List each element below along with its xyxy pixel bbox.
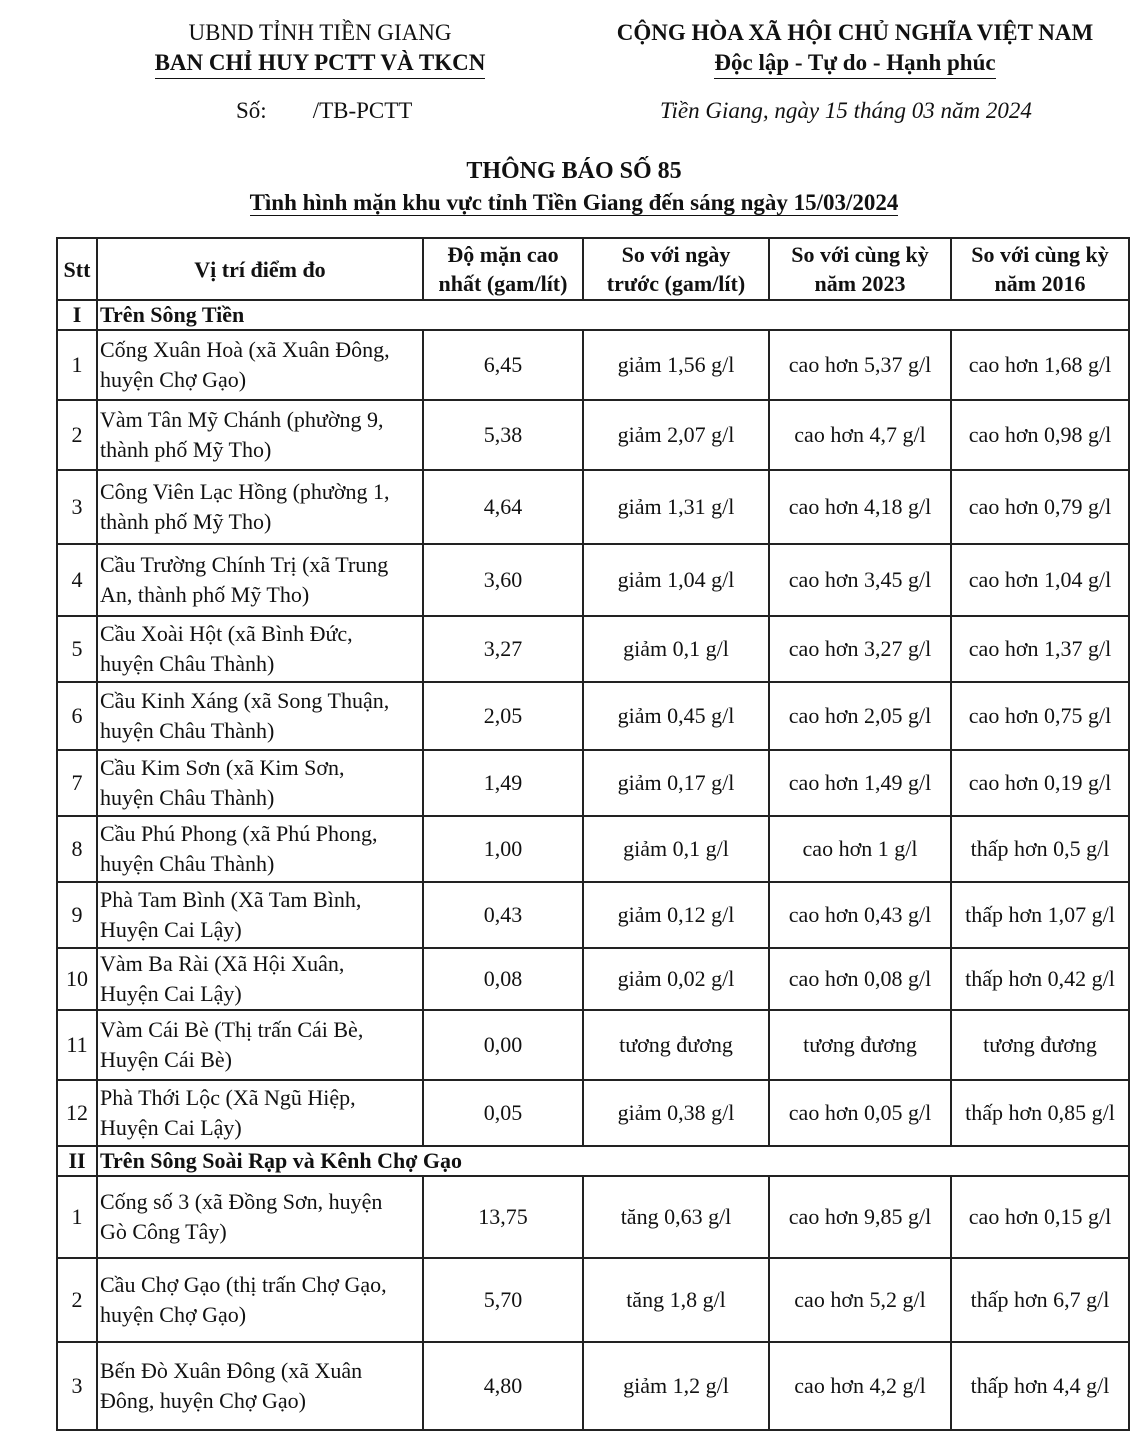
cell-vs-prev-day: giảm 0,02 g/l [583, 948, 769, 1010]
cell-max-salinity: 1,00 [423, 816, 583, 882]
cell-stt: 9 [57, 882, 97, 948]
cell-location [97, 616, 423, 682]
document-number-suffix: /TB-PCTT [312, 98, 413, 123]
header-location: Vị trí điểm đo [97, 238, 423, 300]
location-line: Cầu Trường Chính Trị (xã Trung [100, 552, 389, 577]
cell-max-salinity: 0,00 [423, 1010, 583, 1080]
cell-vs-2023: cao hơn 4,18 g/l [769, 470, 951, 544]
table-row [57, 1176, 1129, 1258]
cell-stt: 10 [57, 948, 97, 1010]
cell-max-salinity: 4,64 [423, 470, 583, 544]
location-line: Cầu Xoài Hột (xã Bình Đức, [100, 621, 353, 646]
cell-location [97, 750, 423, 816]
document-date: Tiền Giang, ngày 15 tháng 03 năm 2024 [660, 98, 1032, 123]
cell-max-salinity: 4,80 [423, 1342, 583, 1430]
cell-location [97, 1176, 423, 1258]
cell-vs-2023: cao hơn 1,49 g/l [769, 750, 951, 816]
cell-max-salinity: 0,43 [423, 882, 583, 948]
cell-vs-2016: cao hơn 0,15 g/l [951, 1176, 1129, 1258]
agency-parent: UBND TỈNH TIỀN GIANG [188, 20, 452, 45]
location-line: Đông, huyện Chợ Gạo) [100, 1388, 306, 1413]
cell-max-salinity: 3,27 [423, 616, 583, 682]
cell-location [97, 1258, 423, 1342]
page-title: THÔNG BÁO SỐ 85 [466, 158, 682, 184]
location-line: huyện Châu Thành) [100, 785, 275, 810]
cell-vs-2023: cao hơn 5,37 g/l [769, 330, 951, 400]
cell-vs-2016: cao hơn 0,19 g/l [951, 750, 1129, 816]
location-line: Vàm Ba Rài (Xã Hội Xuân, [100, 951, 345, 976]
location-line: Vàm Cái Bè (Thị trấn Cái Bè, [100, 1017, 364, 1042]
location-line: Cầu Phú Phong (xã Phú Phong, [100, 821, 378, 846]
cell-vs-2023: cao hơn 2,05 g/l [769, 682, 951, 750]
document-number-label: Số: [236, 98, 267, 123]
cell-vs-2016: cao hơn 1,04 g/l [951, 544, 1129, 616]
table-row [57, 400, 1129, 470]
agency-name: BAN CHỈ HUY PCTT VÀ TKCN [155, 49, 486, 79]
cell-vs-prev-day: tăng 1,8 g/l [583, 1258, 769, 1342]
location-line: huyện Chợ Gạo) [100, 1302, 247, 1327]
cell-vs-prev-day: giảm 0,1 g/l [583, 816, 769, 882]
cell-stt: 12 [57, 1080, 97, 1146]
location-line: huyện Châu Thành) [100, 718, 275, 743]
cell-vs-2023: cao hơn 4,7 g/l [769, 400, 951, 470]
cell-vs-2016: thấp hơn 6,7 g/l [951, 1258, 1129, 1342]
table-row [57, 682, 1129, 750]
table-row [57, 1010, 1129, 1080]
location-line: huyện Châu Thành) [100, 651, 275, 676]
section-row [57, 1146, 1129, 1176]
header-vs-prev-day: So với ngày trước (gam/lít) [583, 238, 769, 300]
location-line: An, thành phố Mỹ Tho) [100, 582, 310, 607]
cell-vs-2023: cao hơn 9,85 g/l [769, 1176, 951, 1258]
cell-vs-prev-day: giảm 1,04 g/l [583, 544, 769, 616]
cell-stt: 8 [57, 816, 97, 882]
cell-vs-prev-day: giảm 0,1 g/l [583, 616, 769, 682]
cell-vs-2016: tương đương [951, 1010, 1129, 1080]
cell-location [97, 816, 423, 882]
table-row [57, 948, 1129, 1010]
location-line: Huyện Cai Lậy) [100, 917, 242, 942]
cell-max-salinity: 3,60 [423, 544, 583, 616]
location-line: Bến Đò Xuân Đông (xã Xuân [100, 1358, 363, 1383]
cell-max-salinity: 0,08 [423, 948, 583, 1010]
cell-max-salinity: 13,75 [423, 1176, 583, 1258]
section-number: II [57, 1146, 97, 1176]
cell-location [97, 544, 423, 616]
table-row [57, 816, 1129, 882]
cell-stt: 6 [57, 682, 97, 750]
cell-location [97, 400, 423, 470]
cell-vs-2016: cao hơn 1,68 g/l [951, 330, 1129, 400]
cell-vs-2023: tương đương [769, 1010, 951, 1080]
cell-vs-2016: cao hơn 0,75 g/l [951, 682, 1129, 750]
table-row [57, 616, 1129, 682]
table-row [57, 470, 1129, 544]
cell-vs-2016: thấp hơn 0,5 g/l [951, 816, 1129, 882]
table-row [57, 1258, 1129, 1342]
cell-vs-prev-day: tương đương [583, 1010, 769, 1080]
location-line: Vàm Tân Mỹ Chánh (phường 9, [100, 407, 384, 432]
cell-vs-2023: cao hơn 0,05 g/l [769, 1080, 951, 1146]
cell-max-salinity: 1,49 [423, 750, 583, 816]
cell-vs-2016: cao hơn 1,37 g/l [951, 616, 1129, 682]
location-line: Cầu Chợ Gạo (thị trấn Chợ Gạo, [100, 1272, 387, 1297]
header-max-salinity: Độ mặn cao nhất (gam/lít) [423, 238, 583, 300]
location-line: huyện Chợ Gạo) [100, 367, 247, 392]
cell-stt: 2 [57, 400, 97, 470]
location-line: thành phố Mỹ Tho) [100, 509, 272, 534]
cell-max-salinity: 5,38 [423, 400, 583, 470]
cell-vs-2023: cao hơn 0,08 g/l [769, 948, 951, 1010]
table-row [57, 1080, 1129, 1146]
salinity-table [56, 237, 1130, 1431]
cell-location [97, 470, 423, 544]
location-line: Cầu Kim Sơn (xã Kim Sơn, [100, 755, 345, 780]
section-name: Trên Sông Tiền [97, 300, 1129, 330]
page-subtitle: Tình hình mặn khu vực tỉnh Tiền Giang đến sáng ngày 15/03/2024 [249, 190, 899, 215]
cell-vs-2023: cao hơn 3,27 g/l [769, 616, 951, 682]
national-title: CỘNG HÒA XÃ HỘI CHỦ NGHĨA VIỆT NAM [616, 20, 1094, 45]
cell-stt: 4 [57, 544, 97, 616]
header-stt: Stt [57, 238, 97, 300]
cell-vs-2023: cao hơn 0,43 g/l [769, 882, 951, 948]
cell-stt: 7 [57, 750, 97, 816]
cell-vs-2016: thấp hơn 0,42 g/l [951, 948, 1129, 1010]
location-line: Cầu Kinh Xáng (xã Song Thuận, [100, 688, 390, 713]
location-line: Cống Xuân Hoà (xã Xuân Đông, [100, 337, 390, 362]
national-header [590, 18, 1120, 79]
location-line: Huyện Cai Lậy) [100, 1115, 242, 1140]
cell-stt: 3 [57, 1342, 97, 1430]
cell-location [97, 948, 423, 1010]
location-line: Huyện Cái Bè) [100, 1047, 232, 1072]
location-line: Phà Tam Bình (Xã Tam Bình, [100, 887, 362, 912]
location-line: Huyện Cai Lậy) [100, 981, 242, 1006]
cell-stt: 11 [57, 1010, 97, 1080]
table-row [57, 882, 1129, 948]
cell-stt: 3 [57, 470, 97, 544]
cell-vs-prev-day: giảm 0,17 g/l [583, 750, 769, 816]
cell-vs-2023: cao hơn 4,2 g/l [769, 1342, 951, 1430]
cell-stt: 1 [57, 330, 97, 400]
cell-location [97, 1010, 423, 1080]
cell-vs-2016: cao hơn 0,79 g/l [951, 470, 1129, 544]
section-row [57, 300, 1129, 330]
cell-stt: 2 [57, 1258, 97, 1342]
cell-vs-prev-day: giảm 0,45 g/l [583, 682, 769, 750]
document-number [236, 98, 412, 124]
cell-stt: 1 [57, 1176, 97, 1258]
cell-vs-2023: cao hơn 1 g/l [769, 816, 951, 882]
location-line: thành phố Mỹ Tho) [100, 437, 272, 462]
cell-max-salinity: 0,05 [423, 1080, 583, 1146]
cell-max-salinity: 5,70 [423, 1258, 583, 1342]
cell-location [97, 330, 423, 400]
cell-vs-prev-day: giảm 1,31 g/l [583, 470, 769, 544]
location-line: Cống số 3 (xã Đồng Sơn, huyện [100, 1189, 383, 1214]
table-header-row [57, 238, 1129, 300]
header-vs-2016: So với cùng kỳ năm 2016 [951, 238, 1129, 300]
cell-location [97, 1342, 423, 1430]
table-row [57, 1342, 1129, 1430]
cell-vs-2016: thấp hơn 0,85 g/l [951, 1080, 1129, 1146]
cell-vs-2023: cao hơn 3,45 g/l [769, 544, 951, 616]
cell-vs-prev-day: giảm 2,07 g/l [583, 400, 769, 470]
location-line: huyện Châu Thành) [100, 851, 275, 876]
location-line: Công Viên Lạc Hồng (phường 1, [100, 479, 390, 504]
header-vs-2023: So với cùng kỳ năm 2023 [769, 238, 951, 300]
cell-location [97, 1080, 423, 1146]
section-name: Trên Sông Soài Rạp và Kênh Chợ Gạo [97, 1146, 1129, 1176]
agency-header [130, 18, 510, 79]
national-motto: Độc lập - Tự do - Hạnh phúc [714, 49, 995, 79]
cell-stt: 5 [57, 616, 97, 682]
cell-vs-prev-day: giảm 1,56 g/l [583, 330, 769, 400]
cell-vs-prev-day: giảm 0,38 g/l [583, 1080, 769, 1146]
cell-vs-2023: cao hơn 5,2 g/l [769, 1258, 951, 1342]
location-line: Phà Thới Lộc (Xã Ngũ Hiệp, [100, 1085, 356, 1110]
cell-vs-2016: thấp hơn 4,4 g/l [951, 1342, 1129, 1430]
cell-vs-2016: cao hơn 0,98 g/l [951, 400, 1129, 470]
table-row [57, 330, 1129, 400]
cell-vs-prev-day: tăng 0,63 g/l [583, 1176, 769, 1258]
cell-location [97, 682, 423, 750]
cell-vs-prev-day: giảm 0,12 g/l [583, 882, 769, 948]
cell-location [97, 882, 423, 948]
table-row [57, 544, 1129, 616]
section-number: I [57, 300, 97, 330]
cell-vs-2016: thấp hơn 1,07 g/l [951, 882, 1129, 948]
cell-max-salinity: 2,05 [423, 682, 583, 750]
location-line: Gò Công Tây) [100, 1219, 227, 1244]
cell-max-salinity: 6,45 [423, 330, 583, 400]
cell-vs-prev-day: giảm 1,2 g/l [583, 1342, 769, 1430]
table-row [57, 750, 1129, 816]
